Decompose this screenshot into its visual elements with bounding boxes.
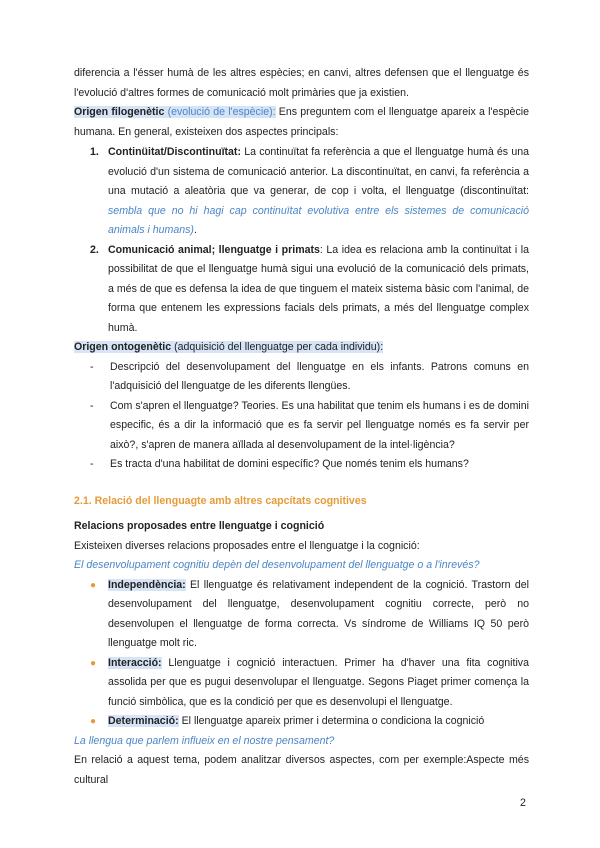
ontogenetic-list — [74, 358, 529, 475]
list-item-text: El llenguatge apareix primer i determina o condiciona la cognició — [178, 715, 485, 727]
bullet-marker: ● — [90, 579, 97, 591]
page-content — [74, 64, 529, 790]
list-item — [74, 576, 529, 654]
relations-list — [74, 576, 529, 732]
list-item-title: Independència: — [108, 578, 186, 591]
list-item-text: Com s'apren el llenguatge? Teories. Es una habilitat que tenim els humans i es de domini especific, és a dir la informació que es fa servir pel llenguatge només es fa servir per això?, s'apren de manera aïllada al desenvolupament de la intel·ligència? — [110, 399, 529, 451]
closing-paragraph: En relació a aquest tema, podem analitzar diversos aspectes, com per exemple:Aspecte més cultural — [74, 754, 529, 786]
list-item — [74, 358, 529, 397]
list-item-title: Interacció: — [108, 656, 162, 669]
list-item — [74, 455, 529, 475]
list-item-text: Descripció del desenvolupament del llenguatge en els infants. Patrons comuns en l'adquisició del llenguatge de les diferents llengües. — [110, 360, 529, 392]
list-item — [74, 712, 529, 732]
section-title: 2.1. Relació del llenguagte amb altres capcítats cognitives — [74, 494, 367, 507]
list-item-title: Continüitat/Discontinuïtat: — [108, 146, 241, 158]
section-subheading: Relacions proposades entre llenguatge i cognició — [74, 520, 325, 532]
list-item — [74, 397, 529, 456]
list-item-text: Llenguatge i cognició interactuen. Primer ha d'haver una fita cognitiva assolida per que es pugui desenvolupar el llenguatge. Segons Piaget primer comença la funció simbòlica, que es la condició per que es desenvolupi el llenguatge. — [108, 656, 529, 708]
list-item-text: : La idea es relaciona amb la continuïtat i la possibilitat de que el llenguatge humà sigui una evolució de la comunicació dels primats, a més de que es defensa la idea de que tinguem el mateix sistema bàsic com l'animal, de forma que entenem les expressions facials dels primats, a més del llenguatge complex humà. — [108, 243, 529, 334]
list-item — [74, 143, 529, 241]
dash-marker: - — [90, 399, 94, 412]
dash-marker: - — [90, 360, 94, 373]
ontogenetic-paragraph — [74, 338, 529, 358]
filogenetic-term: Origen filogenètic — [74, 106, 165, 118]
section-question: El desenvolupament cognitiu depèn del desenvolupament del llenguatge o a l'inrevés? — [74, 559, 480, 571]
list-number: 1. — [90, 146, 99, 158]
list-item-text: El llenguatge és relativament independent de la cognició. Trastorn del desenvolupament del llenguatge, desenvolupament cognitiu correcte, però no desenvolupen el llenguatge de forma correcta. Vs síndrome de Williams IQ 50 però llenguatge molt ric. — [108, 578, 529, 649]
bullet-marker: ● — [90, 716, 97, 727]
intro-paragraph: diferencia a l'ésser humà de les altres espècies; en canvi, altres defensen que el llenguatge és l'evolució d'altres formes de comunicació molt primàries que ja existien. — [74, 67, 529, 99]
dash-marker: - — [90, 458, 94, 470]
list-number: 2. — [90, 243, 99, 256]
section-question-2: La llengua que parlem influeix en el nostre pensament? — [74, 734, 335, 747]
ontogenetic-term: Origen ontogenètic — [74, 341, 172, 353]
page-number: 2 — [520, 797, 526, 809]
list-item-title: Determinació: — [108, 715, 179, 727]
bullet-marker: ● — [90, 657, 97, 669]
list-item-after: . — [193, 224, 197, 236]
section-intro: Existeixen diverses relacions proposades entre el llenguatge i la cognició: — [74, 539, 420, 552]
list-item — [74, 241, 529, 339]
list-item-text: La continuïtat fa referència a que el llenguatge humà és una evolució d'un sistema de comunicació anterior. La discontinuïtat, en canvi, fa referència a una mutació a aleatòria que va generar, de cop i volta, el llenguatge (discontinuïtat: — [108, 146, 529, 197]
filogenetic-paragraph — [74, 103, 529, 142]
list-item-text: Es tracta d'una habilitat de domini específic? Que només tenim els humans? — [110, 458, 469, 470]
list-item — [74, 654, 529, 713]
ontogenetic-paren: (adquisició del llenguatge per cada individu): — [171, 341, 384, 353]
filogenetic-paren: (evolució de l'espècie): — [164, 106, 276, 118]
list-item-title: Comunicació animal; llenguatge i primats — [108, 243, 320, 256]
filogenetic-text: Ens preguntem com el llenguatge apareix a l'espècie humana. En general, existeixen dos aspectes principals: — [74, 106, 529, 138]
list-item-italic: sembla que no hi hagi cap continuïtat evolutiva entre els sistemes de comunicació animals i humans) — [108, 204, 529, 236]
filogenetic-list — [74, 143, 529, 338]
